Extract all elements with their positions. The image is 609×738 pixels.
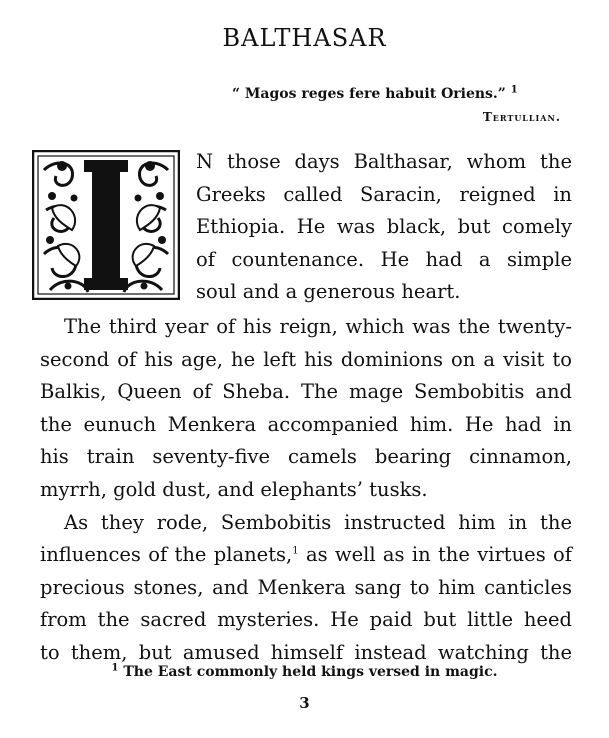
text-line: of countenance. He had a simple	[196, 247, 572, 271]
text-line: his train seventy-five camels bearing cinnamon,	[40, 445, 572, 469]
page-number: 3	[299, 694, 310, 712]
epigraph-author: Tertullian.	[482, 110, 561, 124]
text-line: As they rode, Sembobitis instructed him in the	[64, 510, 572, 534]
text-line: The third year of his reign, which was the twenty-	[64, 314, 572, 338]
text-segment: influences of the planets,	[40, 543, 293, 567]
epigraph-quote	[232, 86, 518, 102]
epigraph-footnote-marker: 1	[510, 84, 518, 96]
footnote-marker: 1	[111, 662, 119, 674]
body-text	[40, 146, 572, 670]
chapter-title: BALTHASAR	[222, 24, 387, 52]
text-line: Balkis, Queen of Sheba. The mage Sembobitis and	[40, 380, 572, 404]
text-line	[40, 539, 572, 572]
footnote-reference: 1	[292, 545, 299, 557]
text-line: the eunuch Menkera accompanied him. He had in	[40, 412, 572, 436]
text-line: myrrh, gold dust, and elephants’ tusks.	[40, 477, 428, 501]
paragraph-3	[40, 507, 572, 670]
epigraph-text: “ Magos reges fere habuit Oriens.”	[232, 86, 506, 102]
footnote-text: The East commonly held kings versed in magic.	[118, 664, 498, 680]
text-line: Greeks called Saracin, reigned in	[196, 182, 572, 206]
text-line: precious stones, and Menkera sang to him canticles	[40, 575, 572, 599]
text-line: soul and a generous heart.	[196, 280, 461, 304]
text-line: from the sacred mysteries. He paid but little heed	[40, 608, 572, 632]
footnote	[0, 664, 609, 680]
paragraph-2	[40, 311, 572, 507]
text-segment: as well as in the virtues of	[298, 543, 572, 567]
text-line: N those days Balthasar, whom the	[196, 150, 572, 173]
text-line: second of his age, he left his dominions on a visit to	[40, 347, 572, 371]
text-line: to them, but amused himself instead watching the	[40, 640, 572, 664]
text-line: Ethiopia. He was black, but comely	[196, 215, 572, 239]
paragraph-1	[40, 146, 572, 309]
